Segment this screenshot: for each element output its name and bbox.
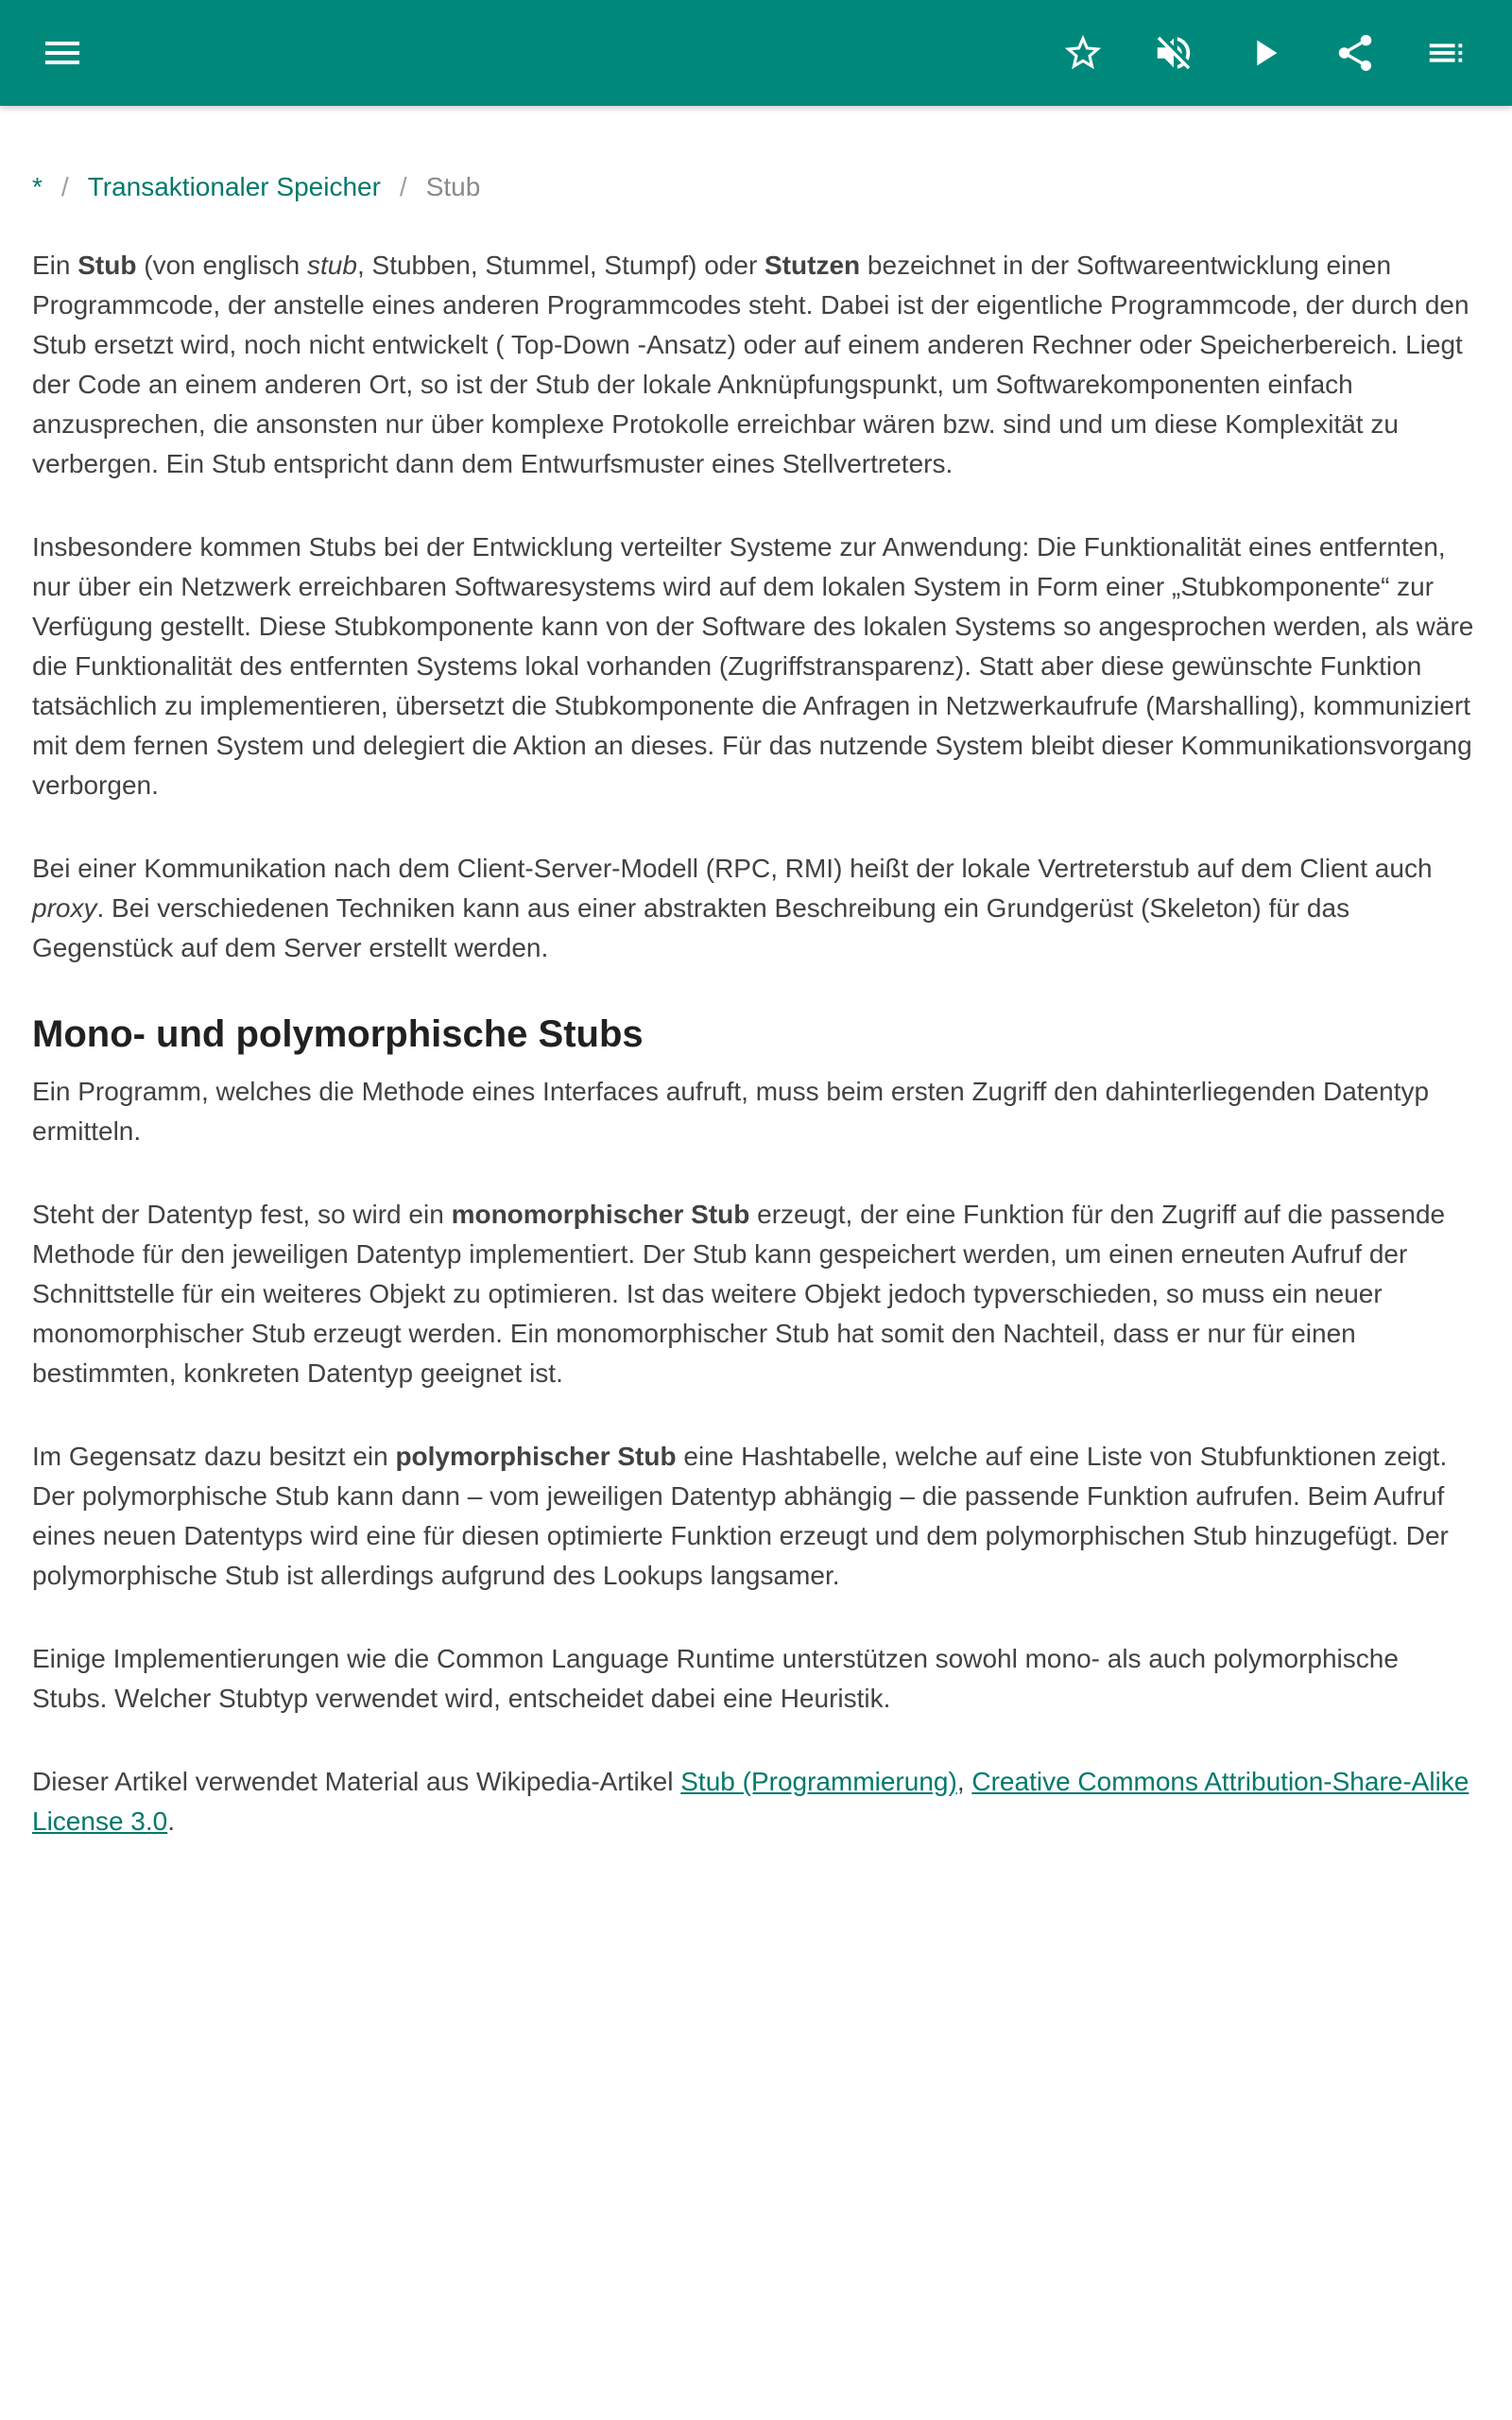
text-segment: . [167, 1806, 175, 1836]
text-segment: monomorphischer Stub [451, 1200, 750, 1229]
table-of-contents-icon [1424, 31, 1468, 75]
text-segment: Stub [77, 251, 137, 280]
play-button[interactable] [1219, 0, 1310, 106]
text-segment: stub [307, 251, 357, 280]
breadcrumb-separator: / [399, 172, 407, 201]
text-segment: Stutzen [765, 251, 861, 280]
bookmark-button[interactable] [1038, 0, 1128, 106]
breadcrumb-home-link[interactable]: * [32, 172, 43, 201]
article-body [32, 246, 1480, 1841]
text-segment: eine Hashtabelle, welche auf eine Liste von Stubfunktionen zeigt. Der polymorphische Stub kann dann – vom jeweiligen Datentyp abhängig – die passende Funktion aufrufen. Beim Aufruf eines neuen Datentyps wird eine für diesen optimierte Funktion erzeugt und dem polymorphischen Stub hinzugefügt. Der polymorphische Stub ist allerdings aufgrund des Lookups langsamer. [32, 1442, 1449, 1590]
star-outline-icon [1061, 31, 1105, 75]
text-segment: Ein [32, 251, 78, 280]
breadcrumb [32, 172, 1480, 202]
article-link[interactable]: Stub (Programmierung) [680, 1767, 957, 1796]
paragraph-interface [32, 1072, 1480, 1151]
text-segment: Bei einer Kommunikation nach dem Client-Server-Modell (RPC, RMI) heißt der lokale Vertreterstub auf dem Client auch [32, 854, 1433, 883]
text-segment: Im Gegensatz dazu besitzt ein [32, 1442, 396, 1471]
text-segment: polymorphischer Stub [395, 1442, 677, 1471]
breadcrumb-current: Stub [425, 172, 481, 201]
share-icon [1333, 31, 1377, 75]
app-bar [0, 0, 1512, 106]
breadcrumb-category-link[interactable]: Transaktionaler Speicher [87, 172, 381, 201]
section-heading: Mono- und polymorphische Stubs [32, 1013, 644, 1055]
text-segment: Ein Programm, welches die Methode eines Interfaces aufruft, muss beim ersten Zugriff den dahinterliegenden Datentyp ermitteln. [32, 1077, 1430, 1146]
text-segment: proxy [32, 893, 97, 923]
paragraph-polymorphic [32, 1437, 1480, 1596]
mute-button[interactable] [1128, 0, 1219, 106]
breadcrumb-separator: / [60, 172, 69, 201]
contents-button[interactable] [1400, 0, 1491, 106]
paragraph-client-server [32, 849, 1480, 968]
text-segment: (von englisch [136, 251, 308, 280]
text-segment: Einige Implementierungen wie die Common Language Runtime unterstützen sowohl mono- als auch polymorphische Stubs. Welcher Stubtyp verwendet wird, entscheidet dabei eine Heuristik. [32, 1644, 1399, 1713]
text-segment: , [956, 1767, 972, 1796]
paragraph-distributed-systems [32, 527, 1480, 805]
paragraph-clr [32, 1639, 1480, 1719]
page-content [0, 106, 1512, 1841]
paragraph-monomorphic [32, 1195, 1480, 1393]
share-button[interactable] [1310, 0, 1400, 106]
attribution-text [32, 1762, 1480, 1841]
play-icon [1243, 31, 1286, 75]
hamburger-icon [40, 30, 85, 76]
paragraph-intro [32, 246, 1480, 484]
text-segment: Steht der Datentyp fest, so wird ein [32, 1200, 452, 1229]
volume-off-icon [1152, 31, 1195, 75]
article-link[interactable]: Creative Commons Attribution-Share-Alike License 3.0 [32, 1767, 1469, 1836]
text-segment: . Bei verschiedenen Techniken kann aus einer abstrakten Beschreibung ein Grundgerüst (Skeleton) für das Gegenstück auf dem Server erstellt werden. [32, 893, 1350, 962]
text-segment: erzeugt, der eine Funktion für den Zugriff auf die passende Methode für den jeweiligen Datentyp implementiert. Der Stub kann gespeichert werden, um einen erneuten Aufruf der Schnittstelle für ein weiteres Objekt zu optimieren. Ist das weitere Objekt jedoch typverschieden, so muss ein neuer monomorphischer Stub erzeugt werden. Ein monomorphischer Stub hat somit den Nachteil, dass er nur für einen bestimmten, konkreten Datentyp geeignet ist. [32, 1200, 1446, 1388]
text-segment: , Stubben, Stummel, Stumpf) oder [356, 251, 765, 280]
text-segment: Insbesondere kommen Stubs bei der Entwicklung verteilter Systeme zur Anwendung: Die Funktionalität eines entfernten, nur über ein Netzwerk erreichbaren Softwaresystems wird auf dem lokalen System in Form einer „Stubkomponente“ zur Verfügung gestellt. Diese Stubkomponente kann von der Software des lokalen Systems so angesprochen werden, als wäre die Funktionalität des entfernten Systems lokal vorhanden (Zugriffstransparenz). Statt aber diese gewünschte Funktion tatsächlich zu implementieren, übersetzt die Stubkomponente die Anfragen in Netzwerkaufrufe (Marshalling), kommuniziert mit dem fernen System und delegiert die Aktion an dieses. Für das nutzende System bleibt dieser Kommunikationsvorgang verborgen. [32, 532, 1474, 800]
text-segment: Dieser Artikel verwendet Material aus Wikipedia-Artikel [32, 1767, 681, 1796]
menu-button[interactable] [21, 0, 104, 106]
text-segment: bezeichnet in der Softwareentwicklung einen Programmcode, der anstelle eines anderen Programmcodes steht. Dabei ist der eigentliche Programmcode, der durch den Stub ersetzt wird, noch nicht entwickelt ( Top-Down -Ansatz) oder auf einem anderen Rechner oder Speicherbereich. Liegt der Code an einem anderen Ort, so ist der Stub der lokale Anknüpfungspunkt, um Softwarekomponenten einfach anzusprechen, die ansonsten nur über komplexe Protokolle erreichbar wären bzw. sind und um diese Komplexität zu verbergen. Ein Stub entspricht dann dem Entwurfsmuster eines Stellvertreters. [32, 251, 1469, 478]
